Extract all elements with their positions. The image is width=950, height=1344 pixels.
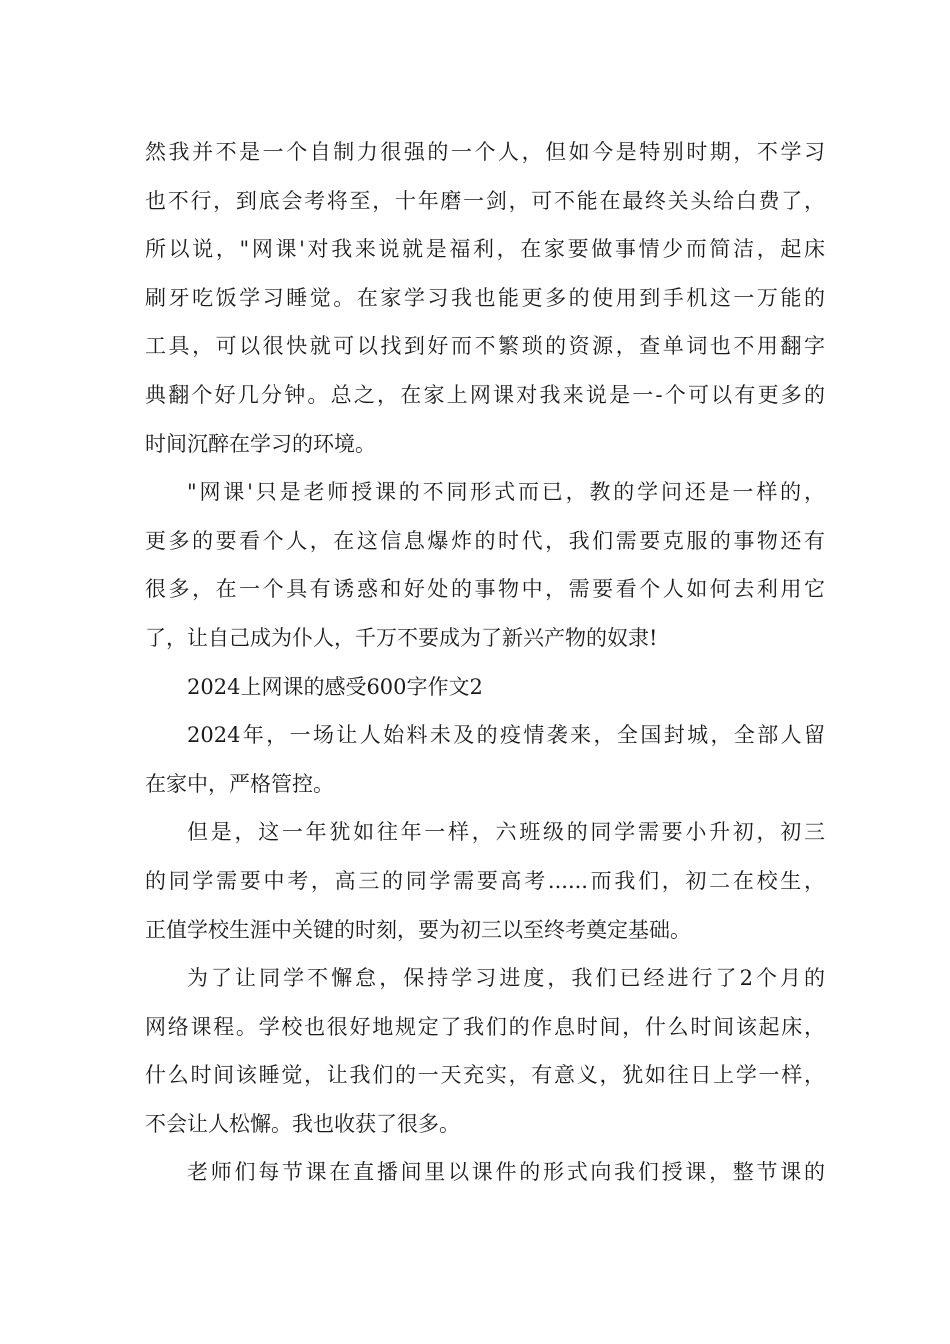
text-line: 为了让同学不懈怠，保持学习进度，我们已经进行了2个月的 [187,966,825,991]
paragraph-2 [145,468,825,662]
text-line: 在家中，严格管控。 [145,771,334,796]
text-line: 刷牙吃饭学习睡觉。在家学习我也能更多的使用到手机这一万能的 [145,285,825,310]
text-line: 老师们每节课在直播间里以课件的形式向我们授课，整节课的 [187,1160,825,1185]
text-line: 时间沉醉在学习的环境。 [145,431,376,456]
paragraph-1 [145,128,825,468]
paragraph-6 [145,1148,825,1197]
text-line: 典翻个好几分钟。总之，在家上网课对我来说是一-个可以有更多的 [145,382,825,407]
text-line: 也不行，到底会考将至，十年磨一剑，可不能在最终关头给白费了， [145,188,825,213]
text-line: 不会让人松懈。我也收获了很多。 [145,1111,460,1136]
text-line: 正值学校生涯中关键的时刻，要为初三以至终考奠定基础。 [145,917,691,942]
text-line: 工具，可以很快就可以找到好而不繁琐的资源，查单词也不用翻字 [145,334,825,359]
heading-text: 2024上网课的感受600字作文2 [187,674,483,699]
text-line: 网络课程。学校也很好地规定了我们的作息时间，什么时间该起床， [145,1014,825,1039]
text-line: 了，让自己成为仆人，千万不要成为了新兴产物的奴隶! [145,625,658,650]
text-line: 什么时间该睡觉，让我们的一天充实，有意义，犹如往日上学一样， [145,1063,825,1088]
paragraph-5 [145,954,825,1148]
section-heading [145,663,825,712]
text-line: "网课'只是老师授课的不同形式而已，教的学问还是一样的， [187,480,825,505]
paragraph-4 [145,808,825,954]
paragraph-3 [145,711,825,808]
text-line: 然我并不是一个自制力很强的一个人，但如今是特别时期，不学习 [145,140,825,164]
text-line: 很多，在一个具有诱惑和好处的事物中，需要看个人如何去利用它 [145,577,825,602]
text-line: 但是，这一年犹如往年一样，六班级的同学需要小升初，初三 [187,820,825,845]
text-line: 的同学需要中考，高三的同学需要高考......而我们，初二在校生， [145,868,825,893]
text-line: 2024年，一场让人始料未及的疫情袭来，全国封城，全部人留 [187,723,825,748]
text-line: 更多的要看个人，在这信息爆炸的时代，我们需要克服的事物还有 [145,528,825,553]
document-body [145,128,825,1197]
text-line: 所以说，"网课'对我来说就是福利，在家要做事情少而简洁，起床 [145,237,825,262]
